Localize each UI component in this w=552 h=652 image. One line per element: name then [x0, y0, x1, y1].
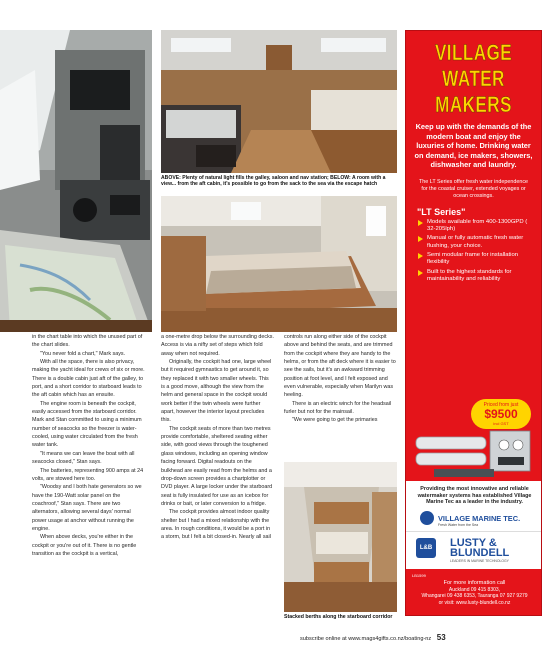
lusty-blundell-logo: LUSTY & BLUNDELL [450, 537, 510, 559]
subscribe-link[interactable]: subscribe online at www.mags4gifts.co.nz/boating-nz [300, 636, 432, 642]
contact-line: Auckland 09 415 8303, [448, 586, 501, 593]
paragraph: a one-metre drop below the surrounding decks. Access is via a nifty set of steps which fold away when not required. [161, 334, 274, 357]
vmt-globe-icon [420, 511, 434, 525]
contact-website-link[interactable]: or visit: www.lusty-blundell.co.nz [438, 599, 511, 606]
photo-saloon [161, 30, 397, 173]
paragraph: "It means we can leave the boat with all seacocks closed," Stan says. [32, 450, 135, 466]
article-column-3 [284, 333, 397, 425]
vmt-brand-subtitle: Fresh Water from the Sea [438, 523, 479, 527]
page-footer [300, 633, 540, 642]
watermaker-product-image [414, 427, 534, 479]
photo-corridor-berths [284, 462, 397, 612]
vmt-logo [406, 509, 542, 531]
ad-contact-info [406, 580, 542, 606]
lb-logo: L&B [416, 538, 436, 558]
photo-caption-side: Stacked berths along the starboard corridor [284, 614, 393, 620]
article-column-1 [32, 333, 145, 558]
price-suffix: incl GST [493, 421, 509, 426]
page-number: 53 [436, 633, 446, 642]
bullet-arrow-icon [418, 253, 423, 259]
photo-helm-station [0, 30, 152, 332]
paragraph: "Woodsy and I both hate generators so we have the 190-Watt solar panel on the coachroof," Stan says. There are two alternators, allowing several days' normal power usage at anchor without running the engine. [32, 484, 142, 532]
article-column-2 [161, 333, 274, 542]
paragraph: "You never fold a chart," Mark says. [40, 350, 126, 357]
paragraph: When above decks, you're either in the cockpit or you're out of it. There is no gentle transition as the cockpit is a vertical, [32, 534, 137, 557]
price-prefix: Priced from just [483, 402, 519, 408]
ad-headline-line: WATER [442, 66, 505, 91]
paragraph: With all the space, there is also privacy, making the yacht ideal for crews of six or more. There is a double cabin just aft of the galley, to port, and a short corridor to starboard leads to the aft cabin which has an ensuite. [32, 359, 145, 399]
ad-feature-list [406, 217, 541, 283]
bullet-arrow-icon [418, 236, 423, 242]
paragraph: "We were going to get the primaries [292, 417, 378, 424]
paragraph: There is an electric winch for the headsail furler but not for the mainsail. [284, 400, 392, 416]
paragraph: controls run along either side of the cockpit above and behind the seats, and are trimmed from the cockpit where they are handy to the helms, or from the aft deck where it is easier to see the sails, but it's an awkward trimming position at foot level, and I felt exposed and even vulnerable, especially when Marilyn was heeling. [284, 334, 396, 399]
paragraph: Originally, the cockpit had one, large wheel but it required gymnastics to get around it, so they replaced it with two smaller wheels. This is a good move, although the view from the helm and general space in the cockpit would work better if the twin wheels were further apart, however the interior layout precludes this. [161, 359, 272, 424]
ad-headline-line: VILLAGE [434, 40, 513, 65]
lusty-blundell-subtitle: LEADERS IN MARINE TECHNOLOGY [450, 559, 509, 563]
advertisement-village-water-makers [405, 30, 542, 616]
ad-headline [406, 31, 541, 118]
vmt-brand-name: VILLAGE MARINE TEC. [438, 514, 521, 523]
paragraph: The cockpit seats of more than two metres provide comfortable, sheltered seating either side, with good views through the toughened glass windows, including an opening window facing forward. Digital readouts on the bulkhead are easily read from the helms and a drop-down screen provides a chartplotter or DVD player. A large locker under the starboard seat is fully insulated for use as an icebox for drinks or bait, or later conversion to a fridge. [161, 425, 273, 507]
ad-price-badge [471, 399, 531, 429]
list-item: Manual or fully automatic fresh water flushing, your choice. [418, 235, 533, 250]
photo-caption-main: ABOVE: Plenty of natural light fills the galley, saloon and nav station; BELOW: A room with a view... from the aft cabin, it's possible to go from the sack to the sea via the escape hatch [161, 175, 386, 188]
paragraph: in the chart table into which the unused part of the chart slides. [32, 334, 143, 349]
list-item: Built to the highest standards for maintainability and reliability [418, 269, 533, 284]
paragraph: The cockpit provides almost indoor quality shelter but I had a mixed relationship with the area. In rough conditions, it would be a port in a storm, but I felt a bit closed-in. Nearly all sail [161, 509, 271, 541]
list-item: Semi modular frame for installation flexibility [418, 252, 533, 267]
photo-aft-cabin [161, 196, 397, 332]
list-item: Models available from 400-1300GPD ( 32-205lph) [418, 219, 533, 234]
ad-provide-text: Providing the most innovative and reliable watermaker systems has established Village Marine Tec as a leader in the industry. [406, 481, 542, 510]
paragraph: The engine room is beneath the cockpit, easily accessed from the starboard corridor. Mark and Stan committed to using a minimum number of seacocks so the freezer is water-cooled, using water circulated from the fresh water tank. [32, 400, 142, 449]
paragraph: The batteries, representing 900 amps at 24 volts, are stowed here too. [32, 467, 144, 482]
dealer-logos [406, 531, 542, 569]
contact-line: For more information call [443, 580, 506, 586]
ad-tagline: Keep up with the demands of the modern boat and enjoy the luxuries of home. Drinking water on demand, ice makers, showers, dishwasher and laundry. [414, 122, 533, 169]
ad-headline-line: MAKERS [435, 92, 512, 117]
ad-reference-code: LB1599 [412, 573, 426, 578]
bullet-arrow-icon [418, 220, 423, 226]
ad-description: The LT Series offer fresh water independence for the coastal cruiser, extended voyages or ocean crossings. [418, 178, 529, 200]
contact-line: Whangarei 09 438 6353, Tauranga 07 927 9279 [421, 593, 528, 600]
ad-series-title: "LT Series" [417, 206, 466, 217]
price-value: $9500 [484, 407, 518, 421]
bullet-arrow-icon [418, 270, 423, 276]
